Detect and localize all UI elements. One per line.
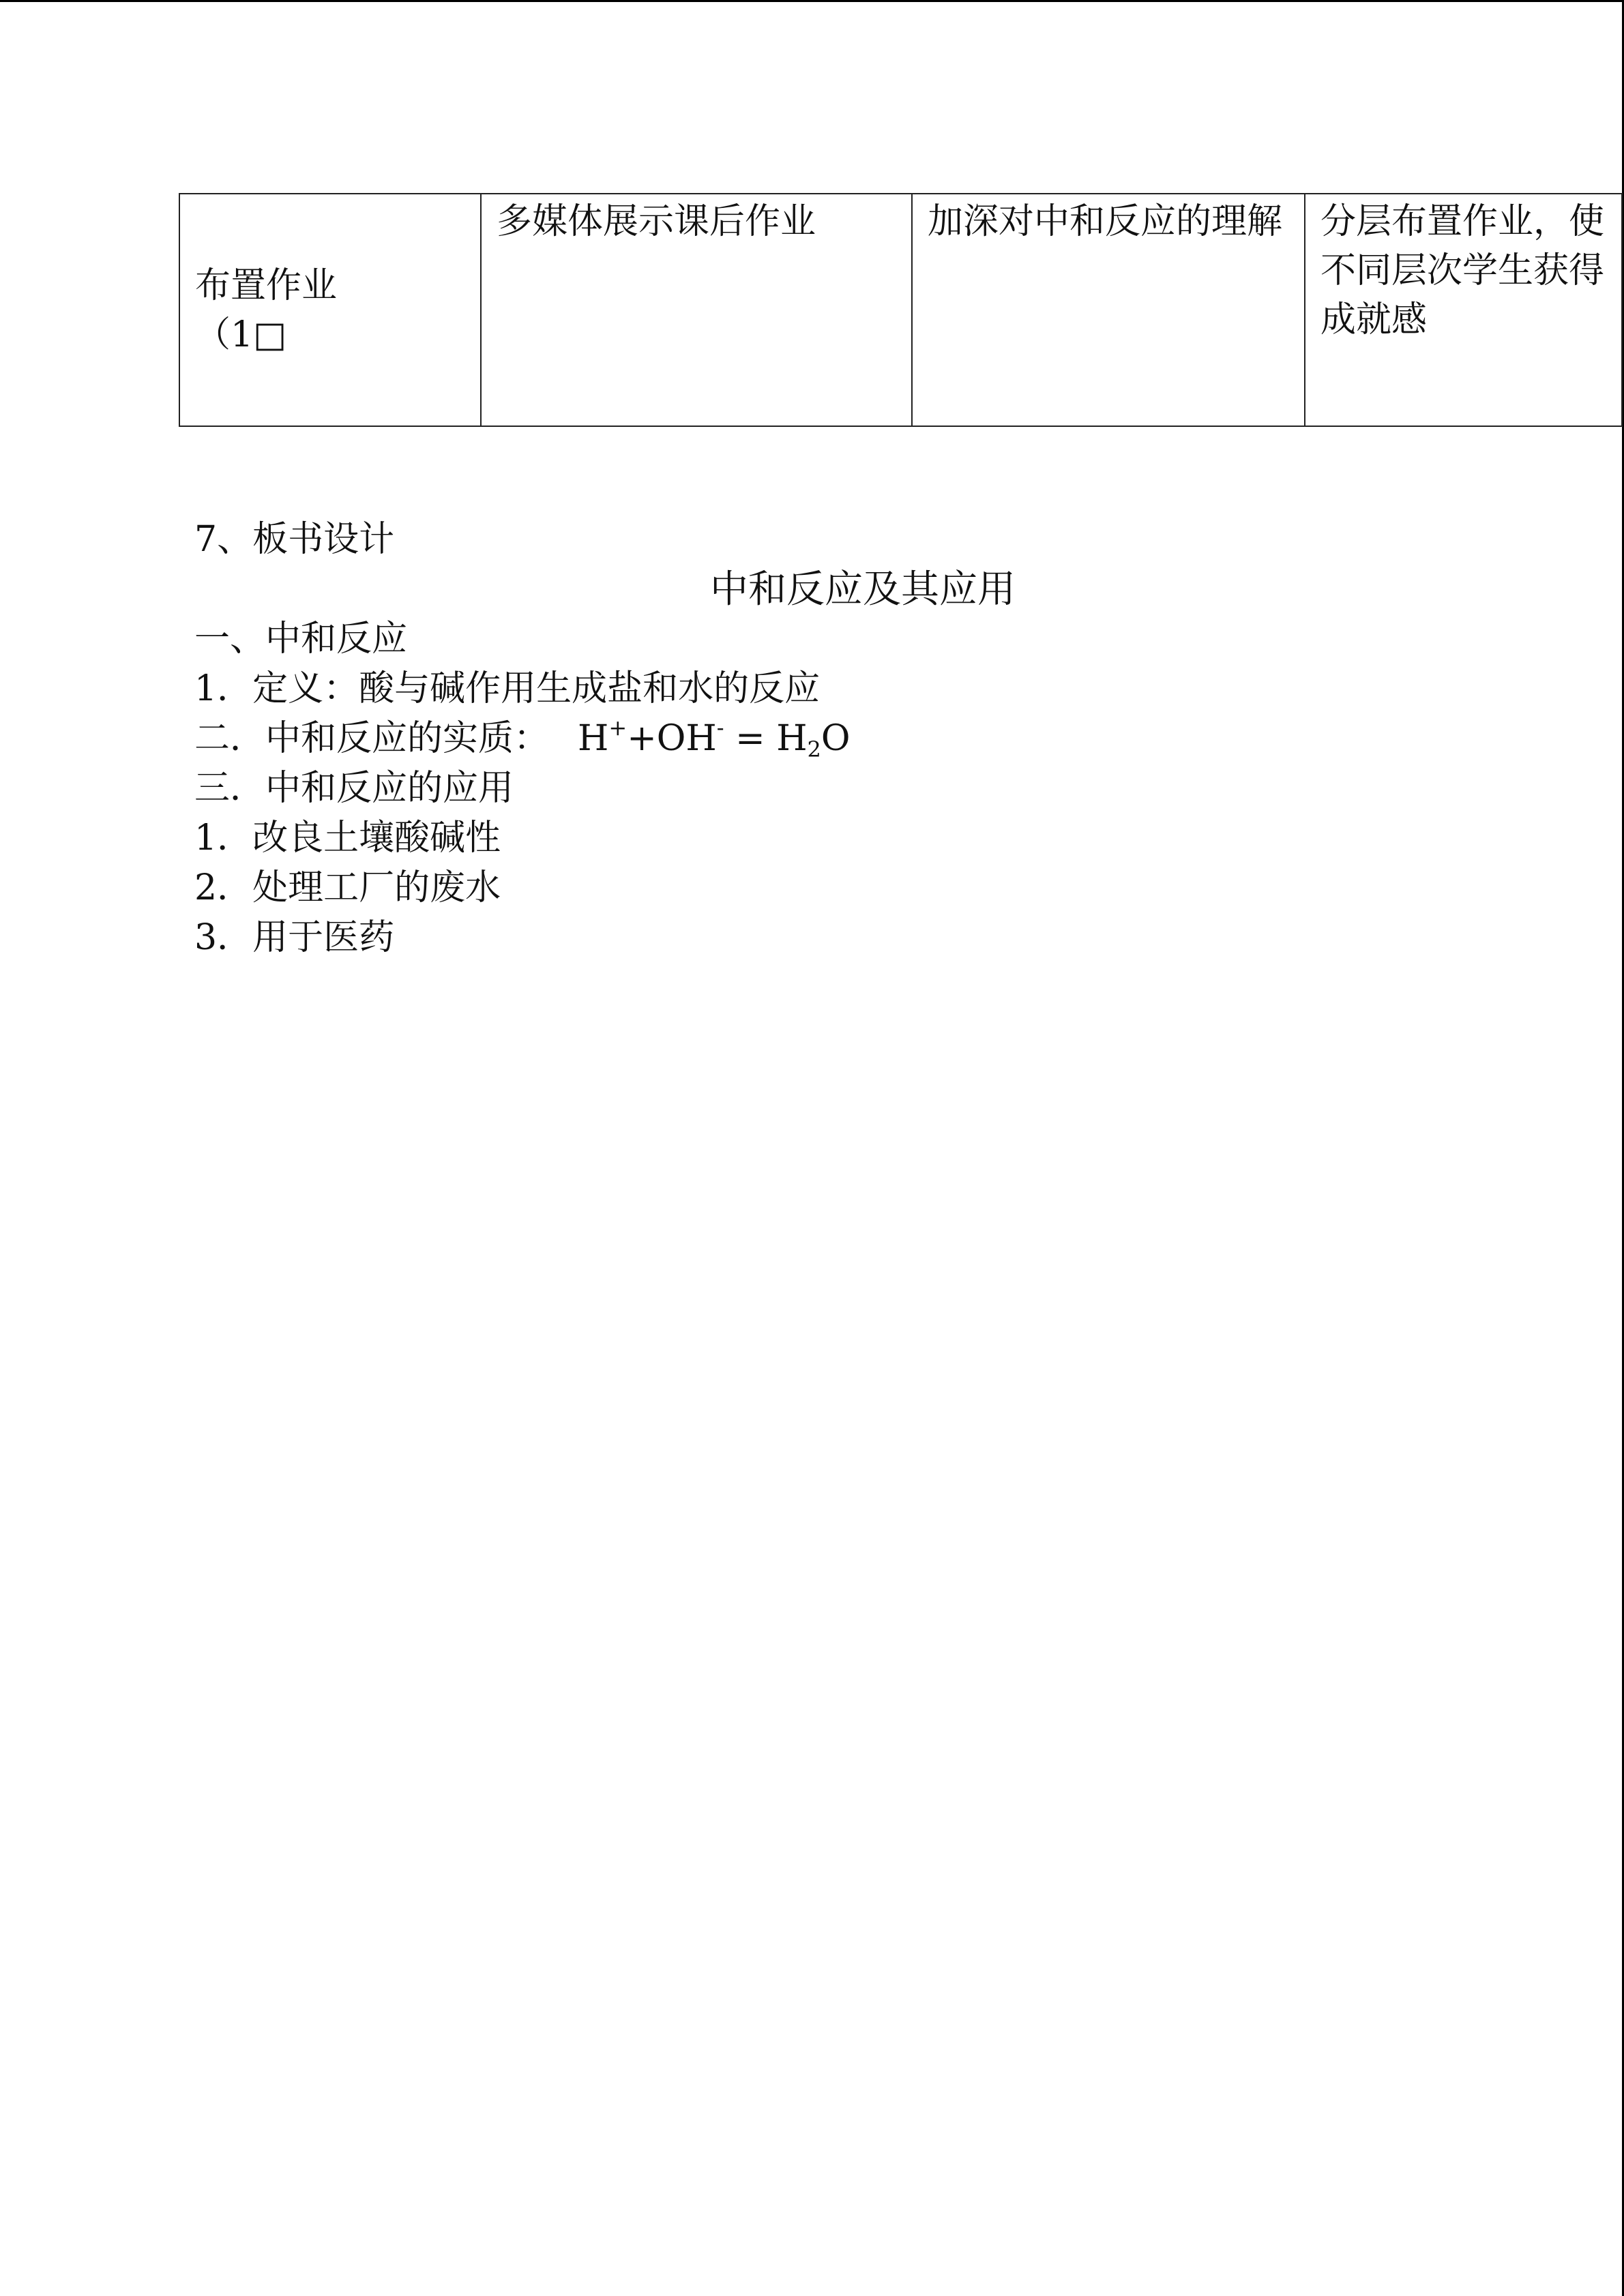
stage-label: 布置作业 [195,265,338,306]
part3-item1: 1．改良土壤酸碱性 [194,818,501,859]
formula-equals-h: = H [724,718,808,759]
part3-item2: 2．处理工厂的废水 [194,867,501,908]
page-top-border [0,0,1624,2]
part3-item3: 3．用于医药 [194,917,395,958]
lesson-plan-table [179,193,1623,427]
formula-h: H [578,718,609,759]
part2-line [194,714,1490,764]
formula-subscript: 2 [807,736,821,762]
table-cell-student-activity: 加深对中和反应的理解 [912,194,1305,426]
table-row [179,194,1622,426]
part1-heading: 一、中和反应 [194,618,408,659]
section-heading: 7、板书设计 [194,519,395,560]
formula-oh-charge: - [716,715,724,741]
formula-h-charge: + [608,715,628,741]
table-cell-teacher-activity: 多媒体展示课后作业 [481,194,912,426]
board-title: 中和反应及其应用 [710,567,1016,612]
stage-duration: （1□ [195,314,287,355]
table-cell-stage [179,194,481,426]
blackboard-design [194,515,1490,963]
formula-o: O [821,718,851,759]
part3-heading: 三．中和反应的应用 [194,768,514,809]
part2-heading: 二．中和反应的实质： [194,718,550,759]
table-cell-design-intent: 分层布置作业，使不同层次学生获得成就感 [1305,194,1622,426]
neutralization-formula [578,715,851,762]
part1-item1: 1．定义：酸与碱作用生成盐和水的反应 [194,668,821,709]
formula-oh: +OH [627,718,717,759]
